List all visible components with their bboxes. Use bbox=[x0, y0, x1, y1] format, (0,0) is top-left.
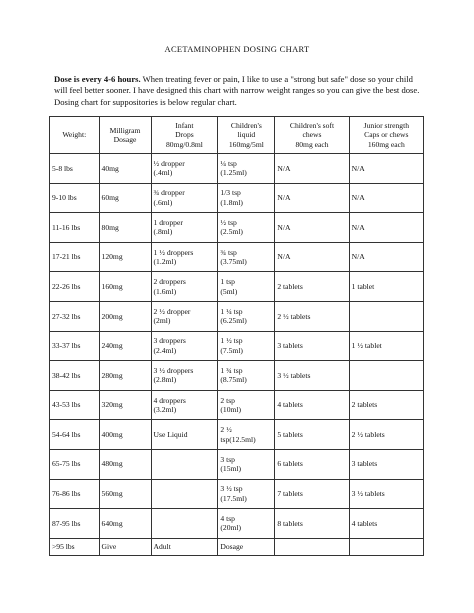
infant-drops-cell bbox=[151, 242, 218, 272]
junior-strength-header bbox=[349, 117, 423, 154]
cell-line: (2ml) bbox=[153, 316, 171, 326]
infant-drops-header bbox=[151, 117, 218, 154]
weight-cell: 65-75 lbs bbox=[50, 449, 100, 479]
cell-line: 3 ½ tsp bbox=[220, 484, 243, 494]
cell-line: Adult bbox=[153, 541, 171, 551]
junior-strength-cell bbox=[349, 479, 423, 509]
milligram-cell: 400mg bbox=[99, 420, 151, 450]
cell-line: (2.4ml) bbox=[153, 345, 177, 355]
cell-line: 6 tablets bbox=[277, 459, 303, 469]
infant-drops-cell bbox=[151, 390, 218, 420]
infant-drops-cell bbox=[151, 213, 218, 243]
cell-line: (15ml) bbox=[220, 464, 242, 474]
page-title: ACETAMINOPHEN DOSING CHART bbox=[164, 44, 310, 54]
soft-chews-cell bbox=[275, 479, 349, 509]
header-line: Caps or chews bbox=[364, 130, 409, 140]
cell-line: N/A bbox=[351, 193, 365, 203]
table-row bbox=[50, 538, 424, 555]
soft-chews-cell bbox=[275, 154, 349, 184]
header-line: Junior strength bbox=[363, 120, 409, 130]
header-line: 80mg/0.8ml bbox=[166, 139, 203, 149]
cell-line: (.6ml) bbox=[153, 197, 173, 207]
header-line: 80mg each bbox=[295, 139, 329, 149]
cell-line: tsp(12.5ml) bbox=[220, 434, 256, 444]
soft-chews-cell bbox=[275, 538, 349, 555]
table-row bbox=[50, 390, 424, 420]
table-row bbox=[50, 420, 424, 450]
table-row bbox=[50, 154, 424, 184]
table-row bbox=[50, 242, 424, 272]
infant-drops-cell bbox=[151, 420, 218, 450]
junior-strength-cell bbox=[349, 272, 423, 302]
weight-cell: 76-86 lbs bbox=[50, 479, 100, 509]
cell-line: (7.5ml) bbox=[220, 345, 243, 355]
header-line: chews bbox=[302, 130, 322, 140]
header-line: Drops bbox=[175, 130, 194, 140]
cell-line: 3 droppers bbox=[153, 336, 186, 346]
milligram-cell: 40mg bbox=[99, 154, 151, 184]
milligram-cell: 280mg bbox=[99, 361, 151, 391]
cell-line: N/A bbox=[277, 193, 291, 203]
infant-drops-cell bbox=[151, 361, 218, 391]
soft-chews-cell bbox=[275, 183, 349, 213]
cell-line: ½ dropper bbox=[153, 158, 185, 168]
soft-chews-cell bbox=[275, 449, 349, 479]
childrens-liquid-cell bbox=[218, 213, 275, 243]
cell-line: (10ml) bbox=[220, 405, 242, 415]
cell-line: 4 tablets bbox=[351, 518, 378, 528]
weight-cell: 17-21 lbs bbox=[50, 242, 100, 272]
milligram-cell: 480mg bbox=[99, 449, 151, 479]
milligram-cell: 240mg bbox=[99, 331, 151, 361]
cell-line: N/A bbox=[277, 222, 291, 232]
header-line: Children's soft bbox=[289, 120, 335, 130]
cell-line: (1.25ml) bbox=[220, 168, 247, 178]
milligram-cell: 560mg bbox=[99, 479, 151, 509]
childrens-liquid-cell bbox=[218, 301, 275, 331]
soft-chews-cell bbox=[275, 390, 349, 420]
junior-strength-cell bbox=[349, 183, 423, 213]
cell-line: N/A bbox=[351, 163, 365, 173]
junior-strength-cell bbox=[349, 509, 423, 539]
childrens-liquid-cell bbox=[218, 420, 275, 450]
table-row bbox=[50, 301, 424, 331]
cell-line: 1/3 tsp bbox=[220, 188, 241, 198]
table-header-row bbox=[50, 117, 424, 154]
cell-line: ½ tsp bbox=[220, 217, 237, 227]
infant-drops-cell bbox=[151, 301, 218, 331]
cell-line: (2.8ml) bbox=[153, 375, 177, 385]
cell-line: (1.8ml) bbox=[220, 197, 243, 207]
cell-line: (20ml) bbox=[220, 523, 242, 533]
junior-strength-cell bbox=[349, 361, 423, 391]
cell-line: N/A bbox=[351, 222, 365, 232]
header-line: 160mg each bbox=[367, 139, 405, 149]
cell-line: 3 tablets bbox=[277, 341, 303, 351]
childrens-liquid-cell bbox=[218, 390, 275, 420]
header-line: liquid bbox=[237, 130, 256, 140]
milligram-cell: 640mg bbox=[99, 509, 151, 539]
milligram-cell: 200mg bbox=[99, 301, 151, 331]
cell-line: ¾ dropper bbox=[153, 188, 185, 198]
cell-line: 2 ½ bbox=[220, 425, 232, 435]
soft-chews-header bbox=[275, 117, 349, 154]
cell-line: (3.2ml) bbox=[153, 405, 177, 415]
childrens-liquid-header bbox=[218, 117, 275, 154]
childrens-liquid-cell bbox=[218, 538, 275, 555]
weight-cell: >95 lbs bbox=[50, 538, 100, 555]
weight-header bbox=[50, 117, 100, 154]
soft-chews-cell bbox=[275, 272, 349, 302]
cell-line: 1 ½ droppers bbox=[153, 247, 194, 257]
cell-line: 3 ½ droppers bbox=[153, 365, 194, 375]
junior-strength-cell bbox=[349, 449, 423, 479]
junior-strength-cell bbox=[349, 331, 423, 361]
table-row bbox=[50, 272, 424, 302]
milligram-cell: Give bbox=[99, 538, 151, 555]
milligram-cell: 120mg bbox=[99, 242, 151, 272]
infant-drops-cell bbox=[151, 509, 218, 539]
header-line: Weight: bbox=[62, 130, 87, 140]
cell-line: 1 tablet bbox=[351, 281, 375, 291]
soft-chews-cell bbox=[275, 420, 349, 450]
soft-chews-cell bbox=[275, 509, 349, 539]
weight-cell: 38-42 lbs bbox=[50, 361, 100, 391]
cell-line: 8 tablets bbox=[277, 518, 303, 528]
weight-cell: 54-64 lbs bbox=[50, 420, 100, 450]
weight-cell: 87-95 lbs bbox=[50, 509, 100, 539]
cell-line: 2 ½ tablets bbox=[277, 311, 311, 321]
cell-line: ¼ tsp bbox=[220, 158, 237, 168]
milligram-cell: 80mg bbox=[99, 213, 151, 243]
junior-strength-cell bbox=[349, 213, 423, 243]
junior-strength-cell bbox=[349, 420, 423, 450]
soft-chews-cell bbox=[275, 213, 349, 243]
intro-paragraph bbox=[54, 74, 426, 108]
cell-line: (5ml) bbox=[220, 286, 238, 296]
table-row bbox=[50, 213, 424, 243]
soft-chews-cell bbox=[275, 242, 349, 272]
cell-line: 7 tablets bbox=[277, 489, 303, 499]
milligram-cell: 320mg bbox=[99, 390, 151, 420]
childrens-liquid-cell bbox=[218, 361, 275, 391]
infant-drops-cell bbox=[151, 154, 218, 184]
cell-line: 1 tsp bbox=[220, 277, 235, 287]
cell-line: 2 tablets bbox=[277, 281, 303, 291]
cell-line: 3 ½ tablets bbox=[351, 489, 385, 499]
cell-line: 1 ¼ tsp bbox=[220, 306, 243, 316]
dosing-table bbox=[49, 116, 424, 556]
cell-line: (17.5ml) bbox=[220, 493, 247, 503]
weight-cell: 9-10 lbs bbox=[50, 183, 100, 213]
header-line: 160mg/5ml bbox=[228, 139, 264, 149]
cell-line: 4 tsp bbox=[220, 513, 235, 523]
cell-line: Dosage bbox=[220, 541, 244, 551]
childrens-liquid-cell bbox=[218, 154, 275, 184]
header-line: Milligram bbox=[109, 125, 141, 135]
soft-chews-cell bbox=[275, 301, 349, 331]
cell-line: 4 tablets bbox=[277, 400, 303, 410]
childrens-liquid-cell bbox=[218, 242, 275, 272]
cell-line: 3 tablets bbox=[351, 459, 378, 469]
milligram-cell: 60mg bbox=[99, 183, 151, 213]
weight-cell: 22-26 lbs bbox=[50, 272, 100, 302]
cell-line: N/A bbox=[277, 252, 291, 262]
cell-line: Use Liquid bbox=[153, 429, 188, 439]
childrens-liquid-cell bbox=[218, 183, 275, 213]
cell-line: 2 ½ tablets bbox=[351, 429, 385, 439]
junior-strength-cell bbox=[349, 538, 423, 555]
cell-line: N/A bbox=[277, 163, 291, 173]
weight-cell: 27-32 lbs bbox=[50, 301, 100, 331]
cell-line: (.8ml) bbox=[153, 227, 173, 237]
cell-line: 2 tablets bbox=[351, 400, 378, 410]
infant-drops-cell bbox=[151, 331, 218, 361]
cell-line: (1.2ml) bbox=[153, 257, 177, 267]
childrens-liquid-cell bbox=[218, 272, 275, 302]
weight-cell: 33-37 lbs bbox=[50, 331, 100, 361]
intro-body-text: When treating fever or pain, I like to use a "strong but safe" dose so your child will feel better sooner. I have designed this chart with narrow weight ranges so you can give the best dose. Dosing chart for suppositories is below regular chart. bbox=[54, 74, 420, 107]
table-row bbox=[50, 361, 424, 391]
infant-drops-cell bbox=[151, 449, 218, 479]
cell-line: 1 dropper bbox=[153, 217, 183, 227]
dose-frequency-text: Dose is every 4-6 hours. bbox=[54, 74, 141, 84]
cell-line: (.4ml) bbox=[153, 168, 173, 178]
weight-cell: 43-53 lbs bbox=[50, 390, 100, 420]
infant-drops-cell bbox=[151, 272, 218, 302]
soft-chews-cell bbox=[275, 361, 349, 391]
cell-line: (2.5ml) bbox=[220, 227, 243, 237]
cell-line: (3.75ml) bbox=[220, 257, 247, 267]
cell-line: 5 tablets bbox=[277, 429, 303, 439]
soft-chews-cell bbox=[275, 331, 349, 361]
table-body bbox=[50, 154, 424, 556]
header-line: Infant bbox=[175, 120, 194, 130]
junior-strength-cell bbox=[349, 301, 423, 331]
childrens-liquid-cell bbox=[218, 509, 275, 539]
cell-line: N/A bbox=[351, 252, 365, 262]
cell-line: 3 tsp bbox=[220, 454, 235, 464]
milligram-dosage-header bbox=[99, 117, 151, 154]
cell-line: ¾ tsp bbox=[220, 247, 237, 257]
cell-line: 1 ½ tablet bbox=[351, 341, 382, 351]
childrens-liquid-cell bbox=[218, 331, 275, 361]
junior-strength-cell bbox=[349, 242, 423, 272]
milligram-cell: 160mg bbox=[99, 272, 151, 302]
cell-line: 4 droppers bbox=[153, 395, 186, 405]
weight-cell: 11-16 lbs bbox=[50, 213, 100, 243]
cell-line: 2 ½ dropper bbox=[153, 306, 191, 316]
childrens-liquid-cell bbox=[218, 479, 275, 509]
table-row bbox=[50, 479, 424, 509]
table-row bbox=[50, 509, 424, 539]
cell-line: 2 tsp bbox=[220, 395, 235, 405]
cell-line: 2 droppers bbox=[153, 277, 186, 287]
cell-line: (6.25ml) bbox=[220, 316, 247, 326]
table-row bbox=[50, 449, 424, 479]
junior-strength-cell bbox=[349, 154, 423, 184]
cell-line: (1.6ml) bbox=[153, 286, 177, 296]
header-line: Children's bbox=[230, 120, 262, 130]
infant-drops-cell bbox=[151, 479, 218, 509]
table-row bbox=[50, 183, 424, 213]
cell-line: 1 ½ tsp bbox=[220, 336, 243, 346]
infant-drops-cell bbox=[151, 183, 218, 213]
cell-line: 3 ½ tablets bbox=[277, 370, 311, 380]
cell-line: 1 ¾ tsp bbox=[220, 365, 243, 375]
junior-strength-cell bbox=[349, 390, 423, 420]
table-row bbox=[50, 331, 424, 361]
weight-cell: 5-8 lbs bbox=[50, 154, 100, 184]
cell-line: (8.75ml) bbox=[220, 375, 247, 385]
header-line: Dosage bbox=[113, 135, 137, 144]
childrens-liquid-cell bbox=[218, 449, 275, 479]
infant-drops-cell bbox=[151, 538, 218, 555]
